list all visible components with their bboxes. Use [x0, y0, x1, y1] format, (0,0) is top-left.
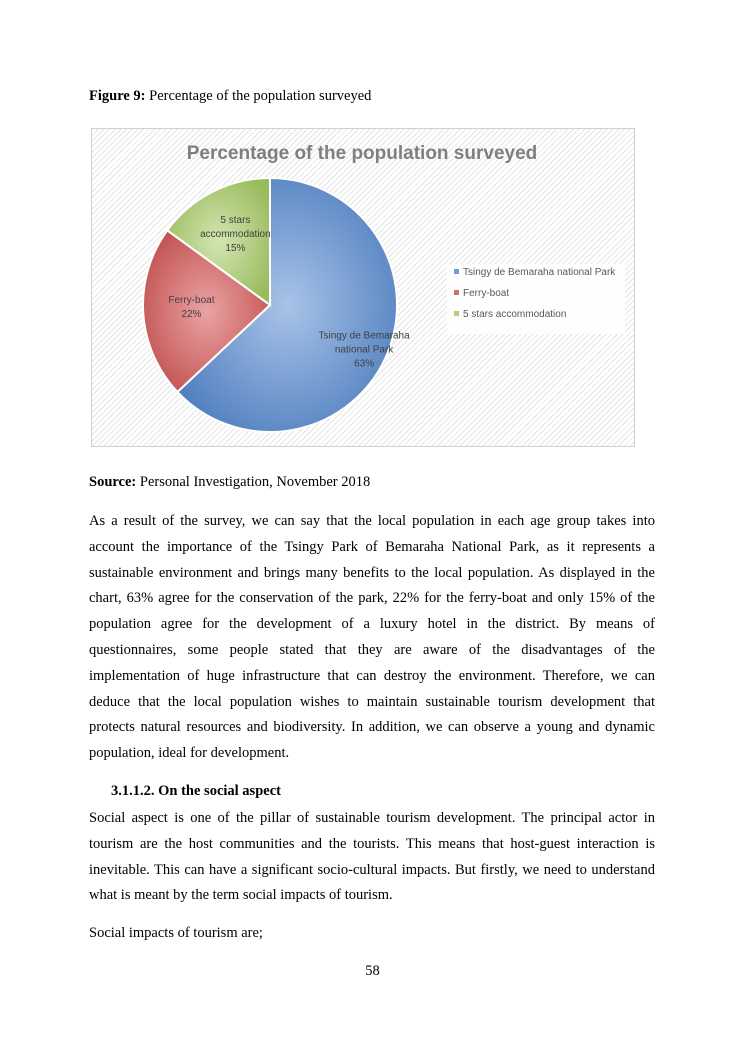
paragraph-social-impacts: Social impacts of tourism are;	[89, 925, 263, 941]
pie-chart	[91, 128, 635, 447]
source-label: Source:	[89, 474, 137, 490]
slice-label-line: accommodation	[200, 229, 271, 241]
legend-swatch-2	[454, 290, 459, 295]
paragraph-social-aspect: Social aspect is one of the pillar of sustainable tourism development. The principal actor in tourism are the host communities and the tourists. This means that host-guest interaction is inevitable. This can have a significant socio-cultural impacts. But firstly, we need to understand what is meant by the term social impacts of tourism.	[89, 810, 655, 904]
page-number: 58	[365, 963, 380, 979]
source-text: Personal Investigation, November 2018	[136, 474, 371, 490]
slice-label-line: 63%	[354, 358, 375, 370]
figure-caption	[89, 88, 371, 105]
legend-label-2: Ferry-boat	[463, 288, 510, 299]
slice-label-line: 22%	[181, 308, 202, 320]
slice-label-line: 15%	[225, 243, 246, 255]
legend-swatch-3	[454, 311, 459, 316]
figure-label: Figure 9:	[89, 88, 146, 104]
figure-caption-text: Percentage of the population surveyed	[145, 88, 372, 104]
legend-label-3: 5 stars accommodation	[463, 309, 567, 320]
section-heading: 3.1.1.2. On the social aspect	[111, 783, 281, 799]
legend-swatch-1	[454, 269, 459, 274]
slice-label-line: Tsingy de Bemaraha	[318, 330, 410, 342]
legend-label-1: Tsingy de Bemaraha national Park	[463, 267, 616, 278]
slice-label-line: Ferry-boat	[168, 294, 215, 306]
source-line	[89, 474, 370, 491]
slice-label-line: 5 stars	[220, 215, 251, 227]
paragraph-results: As a result of the survey, we can say that the local population in each age group takes into account the importance of the Tsingy Park of Bemaraha National Park, as it represents a sustainable environment and brings many benefits to the local population. As displayed in the chart, 63% agree for the conservation of the park, 22% for the ferry-boat and only 15% of the population agree for the development of a luxury hotel in the district. By means of questionnaires, some people stated that they are aware of the disadvantages of the implementation of huge infrastructure that can destroy the environment. Therefore, we can deduce that the local population wishes to maintain sustainable tourism development that protects natural resources and biodiversity. In addition, we can observe a young and dynamic population, ideal for development.	[89, 513, 655, 762]
chart-title: Percentage of the population surveyed	[186, 143, 538, 164]
slice-label-line: national Park	[334, 344, 394, 356]
pie-chart-svg	[92, 129, 634, 446]
